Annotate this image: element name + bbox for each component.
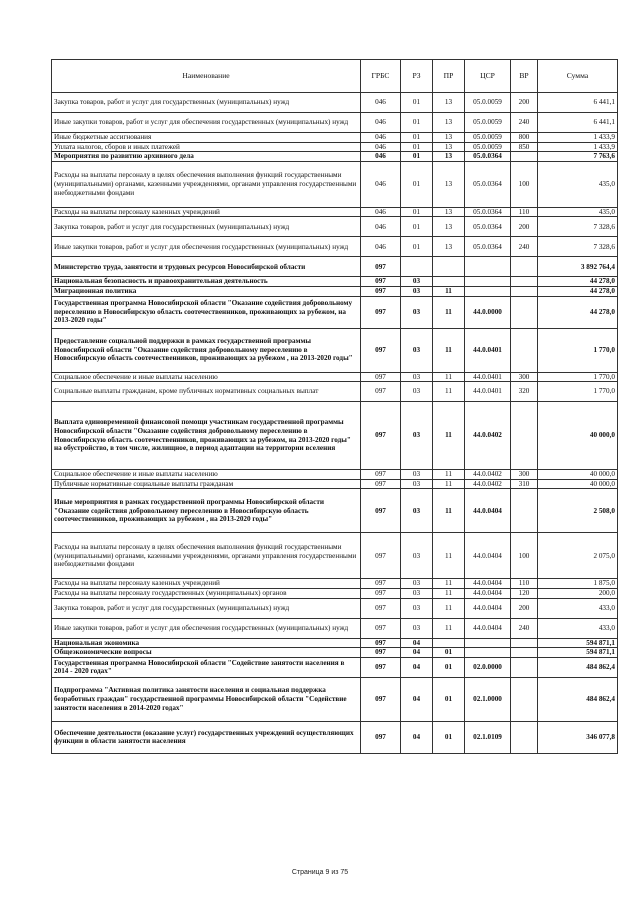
- table-row: [52, 372, 618, 382]
- cell-vr: 240: [511, 618, 538, 638]
- cell-pr: [433, 257, 465, 277]
- cell-grbs: 097: [361, 372, 401, 382]
- table-row: [52, 648, 618, 658]
- cell-vr: [511, 648, 538, 658]
- cell-grbs: 097: [361, 648, 401, 658]
- cell-pr: 13: [433, 133, 465, 143]
- header-pr: ПР: [433, 60, 465, 93]
- cell-grbs: 046: [361, 113, 401, 133]
- cell-rz: 01: [401, 142, 433, 152]
- cell-rz: 03: [401, 470, 433, 480]
- cell-name: Социальное обеспечение и иные выплаты населению: [52, 470, 361, 480]
- table-row: [52, 113, 618, 133]
- cell-sum: 484 862,4: [538, 657, 618, 677]
- table-row: [52, 382, 618, 402]
- cell-grbs: 097: [361, 382, 401, 402]
- table-row: [52, 286, 618, 296]
- cell-csr: 05.0.0364: [465, 207, 511, 217]
- cell-rz: 03: [401, 489, 433, 533]
- cell-name: Расходы на выплаты персоналу казенных учреждений: [52, 207, 361, 217]
- page-number: Страница 9 из 75: [291, 869, 349, 876]
- cell-rz: 03: [401, 479, 433, 489]
- table-row: [52, 533, 618, 579]
- cell-sum: 1 433,9: [538, 133, 618, 143]
- cell-rz: 03: [401, 533, 433, 579]
- cell-name: Расходы на выплаты персоналу в целях обеспечения выполнения функций государственными (муниципальными) органами, казенными учреждениями, органами управления государственными внебюджетными фондами: [52, 161, 361, 207]
- cell-rz: 03: [401, 286, 433, 296]
- cell-csr: 05.0.0059: [465, 113, 511, 133]
- cell-vr: [511, 328, 538, 372]
- cell-rz: 03: [401, 382, 433, 402]
- cell-grbs: 097: [361, 588, 401, 598]
- table-row: [52, 152, 618, 162]
- cell-rz: 01: [401, 217, 433, 237]
- cell-name: Государственная программа Новосибирской области "Оказание содействия добровольному переселению в Новосибирскую область соотечественников, проживающих за рубежом, на 2013-2020 годы": [52, 296, 361, 328]
- cell-csr: 44.0.0401: [465, 372, 511, 382]
- cell-pr: 11: [433, 372, 465, 382]
- cell-grbs: 097: [361, 257, 401, 277]
- cell-grbs: 097: [361, 618, 401, 638]
- cell-csr: 44.0.0402: [465, 470, 511, 480]
- cell-rz: 03: [401, 296, 433, 328]
- cell-grbs: 046: [361, 237, 401, 257]
- cell-pr: 11: [433, 382, 465, 402]
- table-row: [52, 277, 618, 287]
- table-header-row: [52, 60, 618, 93]
- cell-vr: [511, 286, 538, 296]
- cell-grbs: 046: [361, 152, 401, 162]
- cell-name: Государственная программа Новосибирской области "Содействие занятости населения в 2014 - 2020 годах": [52, 657, 361, 677]
- cell-pr: 11: [433, 479, 465, 489]
- cell-vr: 320: [511, 382, 538, 402]
- table-row: [52, 677, 618, 721]
- cell-sum: 6 441,1: [538, 93, 618, 113]
- cell-vr: [511, 489, 538, 533]
- header-sum: Сумма: [538, 60, 618, 93]
- cell-csr: 05.0.0364: [465, 161, 511, 207]
- cell-sum: 7 328,6: [538, 237, 618, 257]
- cell-sum: 40 000,0: [538, 479, 618, 489]
- table-row: [52, 598, 618, 618]
- cell-vr: 200: [511, 598, 538, 618]
- cell-vr: 310: [511, 479, 538, 489]
- cell-rz: 03: [401, 277, 433, 287]
- cell-vr: 120: [511, 588, 538, 598]
- cell-sum: 3 892 764,4: [538, 257, 618, 277]
- cell-grbs: 097: [361, 277, 401, 287]
- cell-rz: 03: [401, 588, 433, 598]
- cell-vr: 110: [511, 579, 538, 589]
- cell-csr: [465, 277, 511, 287]
- cell-vr: [511, 721, 538, 753]
- cell-rz: 04: [401, 721, 433, 753]
- header-vr: ВР: [511, 60, 538, 93]
- cell-rz: 04: [401, 648, 433, 658]
- cell-csr: [465, 648, 511, 658]
- table-row: [52, 217, 618, 237]
- cell-csr: 05.0.0059: [465, 93, 511, 113]
- cell-sum: 6 441,1: [538, 113, 618, 133]
- cell-grbs: 097: [361, 598, 401, 618]
- cell-name: Общеэкономические вопросы: [52, 648, 361, 658]
- cell-name: Иные закупки товаров, работ и услуг для обеспечения государственных (муниципальных) нужд: [52, 113, 361, 133]
- table-row: [52, 721, 618, 753]
- cell-name: Расходы на выплаты персоналу государственных (муниципальных) органов: [52, 588, 361, 598]
- cell-pr: 13: [433, 217, 465, 237]
- cell-name: Предоставление социальной поддержки в рамках государственной программы Новосибирской области "Оказание содействия добровольному переселению в Новосибирскую область соотечественников, проживающих за рубежом , на 2013-2020 годы": [52, 328, 361, 372]
- cell-pr: 01: [433, 677, 465, 721]
- cell-vr: [511, 277, 538, 287]
- cell-sum: 200,0: [538, 588, 618, 598]
- cell-csr: 44.0.0404: [465, 598, 511, 618]
- cell-sum: 346 077,8: [538, 721, 618, 753]
- cell-sum: 44 278,0: [538, 277, 618, 287]
- cell-vr: [511, 257, 538, 277]
- cell-grbs: 046: [361, 207, 401, 217]
- cell-pr: 01: [433, 657, 465, 677]
- cell-pr: [433, 638, 465, 648]
- cell-grbs: 097: [361, 402, 401, 470]
- cell-pr: 11: [433, 489, 465, 533]
- cell-pr: 01: [433, 721, 465, 753]
- cell-name: Расходы на выплаты персоналу казенных учреждений: [52, 579, 361, 589]
- header-rz: РЗ: [401, 60, 433, 93]
- cell-sum: 7 763,6: [538, 152, 618, 162]
- cell-vr: 850: [511, 142, 538, 152]
- cell-vr: 100: [511, 533, 538, 579]
- cell-rz: 03: [401, 598, 433, 618]
- cell-name: Иные бюджетные ассигнования: [52, 133, 361, 143]
- cell-csr: 44.0.0401: [465, 382, 511, 402]
- cell-pr: 11: [433, 618, 465, 638]
- cell-grbs: 097: [361, 657, 401, 677]
- cell-grbs: 097: [361, 470, 401, 480]
- table-row: [52, 328, 618, 372]
- table-row: [52, 93, 618, 113]
- cell-name: Мероприятия по развитию архивного дела: [52, 152, 361, 162]
- cell-vr: [511, 677, 538, 721]
- cell-pr: 13: [433, 237, 465, 257]
- cell-vr: 800: [511, 133, 538, 143]
- cell-pr: 11: [433, 296, 465, 328]
- table-row: [52, 237, 618, 257]
- cell-pr: [433, 277, 465, 287]
- cell-rz: 03: [401, 579, 433, 589]
- cell-grbs: 046: [361, 93, 401, 113]
- cell-csr: [465, 286, 511, 296]
- cell-vr: [511, 638, 538, 648]
- cell-name: Закупка товаров, работ и услуг для государственных (муниципальных) нужд: [52, 217, 361, 237]
- cell-rz: 03: [401, 618, 433, 638]
- cell-name: Миграционная политика: [52, 286, 361, 296]
- cell-vr: [511, 296, 538, 328]
- table-row: [52, 257, 618, 277]
- header-name: Наименование: [52, 60, 361, 93]
- table-row: [52, 470, 618, 480]
- table-row: [52, 588, 618, 598]
- cell-name: Обеспечение деятельности (оказание услуг) государственных учреждений осуществляющих функции в области занятости населения: [52, 721, 361, 753]
- cell-sum: 40 000,0: [538, 470, 618, 480]
- cell-sum: 435,0: [538, 161, 618, 207]
- budget-table: [51, 59, 618, 754]
- cell-pr: 11: [433, 328, 465, 372]
- cell-pr: 13: [433, 152, 465, 162]
- cell-rz: 03: [401, 328, 433, 372]
- cell-csr: 44.0.0404: [465, 579, 511, 589]
- cell-name: Расходы на выплаты персоналу в целях обеспечения выполнения функций государственными (муниципальными) органами, казенными учреждениями, органами управления государственными внебюджетными фондами: [52, 533, 361, 579]
- cell-sum: 484 862,4: [538, 677, 618, 721]
- cell-vr: 300: [511, 470, 538, 480]
- table-row: [52, 133, 618, 143]
- cell-pr: 01: [433, 648, 465, 658]
- table-row: [52, 479, 618, 489]
- table-row: [52, 657, 618, 677]
- cell-vr: 110: [511, 207, 538, 217]
- cell-rz: 01: [401, 152, 433, 162]
- cell-pr: 11: [433, 286, 465, 296]
- table-row: [52, 296, 618, 328]
- header-grbs: ГРБС: [361, 60, 401, 93]
- cell-sum: 1 433,9: [538, 142, 618, 152]
- cell-csr: 44.0.0402: [465, 402, 511, 470]
- cell-csr: 05.0.0059: [465, 133, 511, 143]
- cell-rz: 04: [401, 638, 433, 648]
- cell-vr: 240: [511, 113, 538, 133]
- cell-vr: [511, 402, 538, 470]
- cell-pr: 11: [433, 598, 465, 618]
- cell-rz: [401, 257, 433, 277]
- cell-csr: 05.0.0364: [465, 217, 511, 237]
- cell-csr: 02.1.0109: [465, 721, 511, 753]
- cell-pr: 13: [433, 93, 465, 113]
- cell-csr: 44.0.0402: [465, 479, 511, 489]
- cell-name: Закупка товаров, работ и услуг для государственных (муниципальных) нужд: [52, 598, 361, 618]
- table-row: [52, 207, 618, 217]
- cell-sum: 7 328,6: [538, 217, 618, 237]
- cell-rz: 04: [401, 657, 433, 677]
- cell-grbs: 046: [361, 133, 401, 143]
- cell-name: Национальная безопасность и правоохранительная деятельность: [52, 277, 361, 287]
- cell-grbs: 097: [361, 296, 401, 328]
- table-body: [52, 93, 618, 754]
- cell-csr: 02.1.0000: [465, 677, 511, 721]
- cell-csr: 44.0.0404: [465, 533, 511, 579]
- cell-rz: 01: [401, 133, 433, 143]
- cell-pr: 13: [433, 161, 465, 207]
- cell-sum: 1 770,0: [538, 382, 618, 402]
- cell-vr: 240: [511, 237, 538, 257]
- cell-rz: 03: [401, 402, 433, 470]
- cell-sum: 433,0: [538, 618, 618, 638]
- cell-vr: 200: [511, 217, 538, 237]
- cell-sum: 40 000,0: [538, 402, 618, 470]
- cell-vr: 300: [511, 372, 538, 382]
- cell-grbs: 097: [361, 638, 401, 648]
- cell-csr: 44.0.0404: [465, 489, 511, 533]
- cell-grbs: 097: [361, 533, 401, 579]
- cell-grbs: 046: [361, 161, 401, 207]
- cell-vr: [511, 657, 538, 677]
- cell-vr: [511, 152, 538, 162]
- cell-name: Национальная экономика: [52, 638, 361, 648]
- cell-csr: 02.0.0000: [465, 657, 511, 677]
- header-csr: ЦСР: [465, 60, 511, 93]
- cell-csr: 44.0.0404: [465, 618, 511, 638]
- cell-pr: 13: [433, 142, 465, 152]
- cell-rz: 01: [401, 237, 433, 257]
- cell-grbs: 097: [361, 579, 401, 589]
- budget-table-container: [51, 59, 617, 754]
- cell-grbs: 097: [361, 479, 401, 489]
- cell-grbs: 097: [361, 489, 401, 533]
- cell-sum: 433,0: [538, 598, 618, 618]
- cell-name: Социальные выплаты гражданам, кроме публичных нормативных социальных выплат: [52, 382, 361, 402]
- cell-name: Подпрограмма "Активная политика занятости населения и социальная поддержка безработных граждан" государственной программы Новосибирской области "Содействие занятости населения в 2014-2020 годах": [52, 677, 361, 721]
- cell-pr: 11: [433, 402, 465, 470]
- cell-vr: 100: [511, 161, 538, 207]
- cell-csr: 05.0.0364: [465, 152, 511, 162]
- cell-sum: 44 278,0: [538, 286, 618, 296]
- cell-rz: 01: [401, 113, 433, 133]
- cell-csr: 05.0.0364: [465, 237, 511, 257]
- cell-name: Иные закупки товаров, работ и услуг для обеспечения государственных (муниципальных) нужд: [52, 618, 361, 638]
- cell-name: Закупка товаров, работ и услуг для государственных (муниципальных) нужд: [52, 93, 361, 113]
- table-row: [52, 638, 618, 648]
- cell-grbs: 046: [361, 142, 401, 152]
- cell-pr: 13: [433, 207, 465, 217]
- cell-sum: 1 770,0: [538, 328, 618, 372]
- cell-name: Иные мероприятия в рамках государственной программы Новосибирской области "Оказание содействия добровольному переселению в Новосибирскую область соотечественников, проживающих за рубежом , на 2013-2020 годы": [52, 489, 361, 533]
- cell-name: Выплата единовременной финансовой помощи участникам государственной программы Новосибирской области "Оказание содействия добровольному переселению в Новосибирскую область соотечественников, проживающих за рубежом, на 2013-2020 годы" на обустройство, в том числе, жилищное, в период адаптации на территории вселения: [52, 402, 361, 470]
- cell-sum: 435,0: [538, 207, 618, 217]
- cell-grbs: 097: [361, 677, 401, 721]
- table-row: [52, 489, 618, 533]
- cell-grbs: 046: [361, 217, 401, 237]
- table-row: [52, 618, 618, 638]
- cell-name: Министерство труда, занятости и трудовых ресурсов Новосибирской области: [52, 257, 361, 277]
- cell-rz: 01: [401, 93, 433, 113]
- cell-pr: 11: [433, 588, 465, 598]
- cell-name: Социальное обеспечение и иные выплаты населению: [52, 372, 361, 382]
- cell-rz: 01: [401, 161, 433, 207]
- cell-pr: 11: [433, 470, 465, 480]
- table-row: [52, 402, 618, 470]
- table-row: [52, 579, 618, 589]
- cell-sum: 1 770,0: [538, 372, 618, 382]
- cell-sum: 2 075,0: [538, 533, 618, 579]
- cell-csr: 44.0.0404: [465, 588, 511, 598]
- cell-csr: 44.0.0401: [465, 328, 511, 372]
- cell-rz: 03: [401, 372, 433, 382]
- cell-sum: 44 278,0: [538, 296, 618, 328]
- cell-name: Публичные нормативные социальные выплаты гражданам: [52, 479, 361, 489]
- cell-csr: 05.0.0059: [465, 142, 511, 152]
- cell-grbs: 097: [361, 721, 401, 753]
- cell-pr: 13: [433, 113, 465, 133]
- table-row: [52, 161, 618, 207]
- cell-pr: 11: [433, 579, 465, 589]
- cell-name: Иные закупки товаров, работ и услуг для обеспечения государственных (муниципальных) нужд: [52, 237, 361, 257]
- cell-pr: 11: [433, 533, 465, 579]
- cell-grbs: 097: [361, 286, 401, 296]
- cell-rz: 04: [401, 677, 433, 721]
- cell-vr: 200: [511, 93, 538, 113]
- table-row: [52, 142, 618, 152]
- cell-sum: 2 508,0: [538, 489, 618, 533]
- cell-rz: 01: [401, 207, 433, 217]
- cell-csr: [465, 638, 511, 648]
- cell-sum: 594 871,1: [538, 648, 618, 658]
- cell-sum: 1 875,0: [538, 579, 618, 589]
- cell-csr: 44.0.0000: [465, 296, 511, 328]
- cell-csr: [465, 257, 511, 277]
- cell-grbs: 097: [361, 328, 401, 372]
- cell-sum: 594 871,1: [538, 638, 618, 648]
- cell-name: Уплата налогов, сборов и иных платежей: [52, 142, 361, 152]
